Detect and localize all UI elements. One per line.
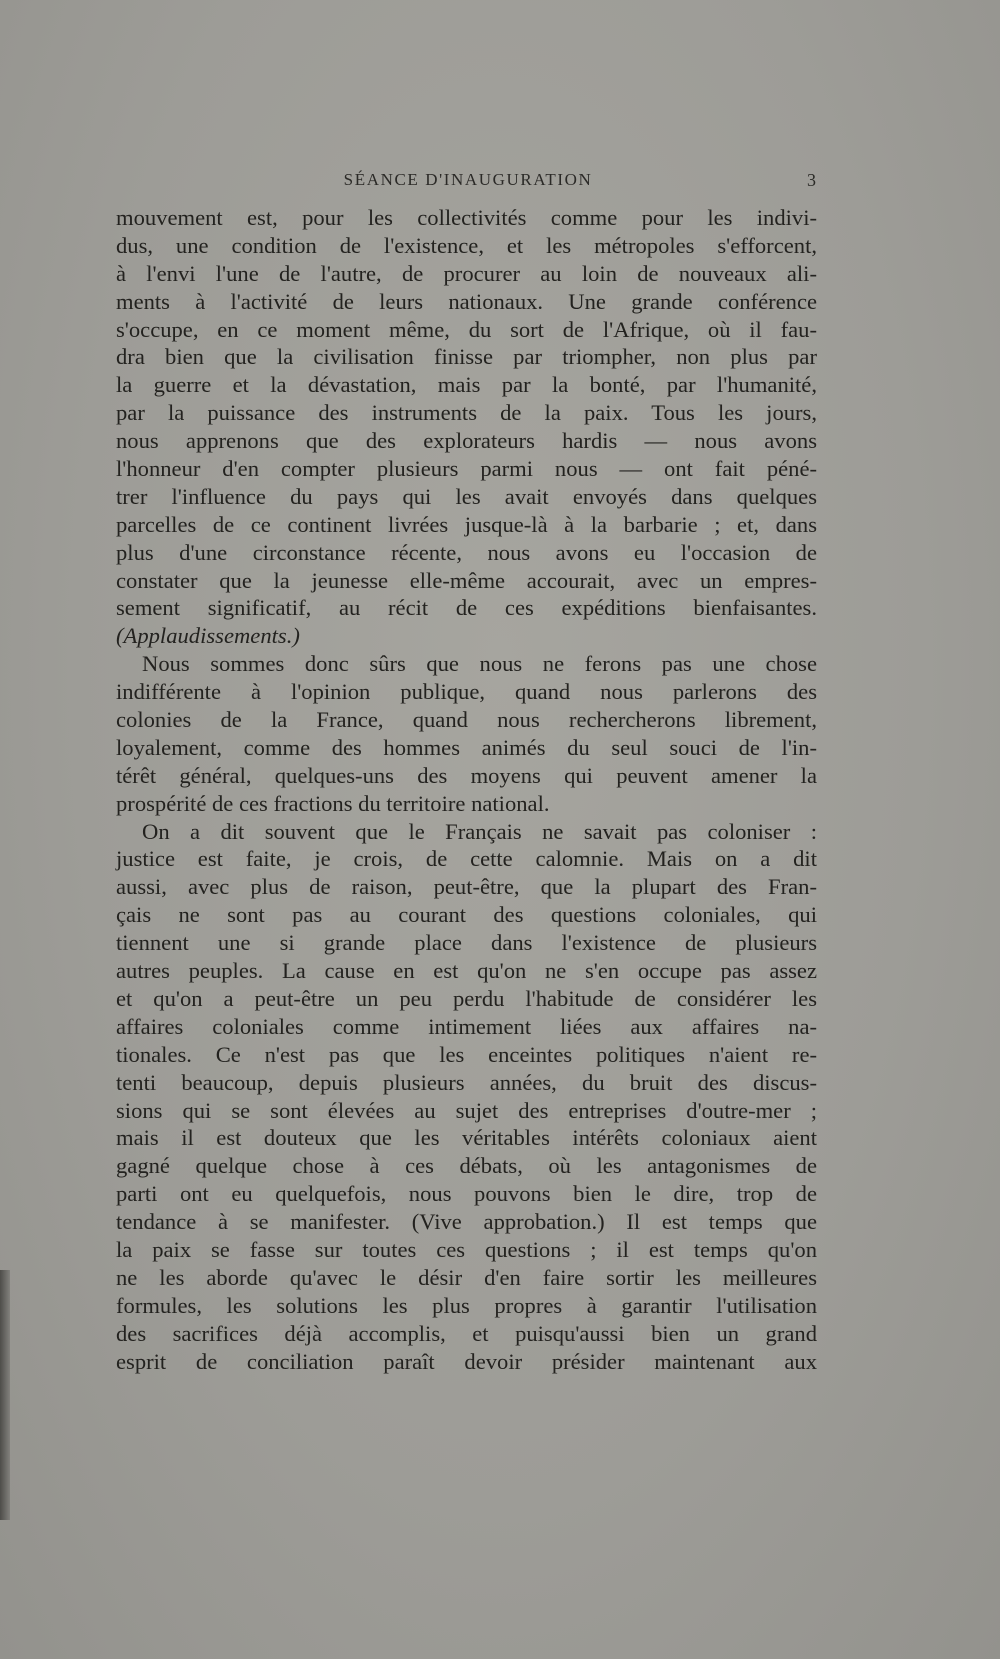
text-line: ments à l'activité de leurs nationaux. Une grande conférence xyxy=(116,288,817,314)
text-line: constater que la jeunesse elle-même accourait, avec un empres- xyxy=(116,567,817,593)
text-line: nous apprenons que des explorateurs hardis — nous avons xyxy=(116,428,817,454)
stage-direction-line: (Applaudissements.) xyxy=(116,623,300,649)
text-line: esprit de conciliation paraît devoir présider maintenant aux xyxy=(116,1348,817,1374)
text-line: l'honneur d'en compter plusieurs parmi nous — ont fait péné- xyxy=(116,456,817,482)
text-line: dus, une condition de l'existence, et les métropoles s'efforcent, xyxy=(116,232,817,258)
text-line: formules, les solutions les plus propres à garantir l'utilisation xyxy=(116,1292,817,1318)
text-line: trer l'influence du pays qui les avait envoyés dans quelques xyxy=(116,483,817,509)
text-line: colonies de la France, quand nous rechercherons librement, xyxy=(116,707,817,733)
text-line: mais il est douteux que les véritables intérêts coloniaux aient xyxy=(116,1125,817,1151)
text-line: sions qui se sont élevées au sujet des entreprises d'outre-mer ; xyxy=(116,1097,817,1123)
text-line: par la puissance des instruments de la paix. Tous les jours, xyxy=(116,400,817,426)
paragraph-last-line: prospérité de ces fractions du territoire national. xyxy=(116,790,550,816)
text-line: sement significatif, au récit de ces expéditions bienfaisantes. xyxy=(116,595,817,621)
text-line: parcelles de ce continent livrées jusque-là à la barbarie ; et, dans xyxy=(116,511,817,537)
text-line: çais ne sont pas au courant des questions coloniales, qui xyxy=(116,902,817,928)
page-header xyxy=(118,170,818,194)
text-line: autres peuples. La cause en est qu'on ne s'en occupe pas assez xyxy=(116,958,817,984)
text-line: ne les aborde qu'avec le désir d'en faire sortir les meilleures xyxy=(116,1264,817,1290)
text-line: dra bien que la civilisation finisse par triompher, non plus par xyxy=(116,344,817,370)
text-line: tiennent une si grande place dans l'existence de plusieurs xyxy=(116,930,817,956)
text-line: gagné quelque chose à ces débats, où les antagonismes de xyxy=(116,1153,817,1179)
text-line: mouvement est, pour les collectivités comme pour les indivi- xyxy=(116,205,817,230)
text-line: la guerre et la dévastation, mais par la bonté, par l'humanité, xyxy=(116,372,817,398)
text-line: et qu'on a peut-être un peu perdu l'habitude de considérer les xyxy=(116,985,817,1011)
paragraph-first-line: Nous sommes donc sûrs que nous ne ferons pas une chose xyxy=(142,651,817,677)
paragraph-first-line: On a dit souvent que le Français ne savait pas coloniser : xyxy=(142,818,817,844)
text-line: térêt général, quelques-uns des moyens qui peuvent amener la xyxy=(116,762,817,788)
text-line: à l'envi l'une de l'autre, de procurer au loin de nouveaux ali- xyxy=(116,260,817,286)
page-number: 3 xyxy=(807,170,816,190)
text-line: la paix se fasse sur toutes ces questions ; il est temps qu'on xyxy=(116,1236,817,1262)
text-line: des sacrifices déjà accomplis, et puisqu'aussi bien un grand xyxy=(116,1320,817,1346)
body-text xyxy=(116,204,817,1375)
text-line: loyalement, comme des hommes animés du seul souci de l'in- xyxy=(116,734,817,760)
running-title: SÉANCE D'INAUGURATION xyxy=(343,170,593,189)
text-line: affaires coloniales comme intimement liées aux affaires na- xyxy=(116,1013,817,1039)
text-line: justice est faite, je crois, de cette calomnie. Mais on a dit xyxy=(116,846,817,872)
text-line: tionales. Ce n'est pas que les enceintes politiques n'aient re- xyxy=(116,1041,817,1067)
text-line: s'occupe, en ce moment même, du sort de l'Afrique, où il fau- xyxy=(116,316,817,342)
text-line: tenti beaucoup, depuis plusieurs années, du bruit des discus- xyxy=(116,1069,817,1095)
text-line: aussi, avec plus de raison, peut-être, que la plupart des Fran- xyxy=(116,874,817,900)
text-line: indifférente à l'opinion publique, quand nous parlerons des xyxy=(116,679,817,705)
book-spine-shadow xyxy=(0,1270,10,1520)
text-line: plus d'une circonstance récente, nous avons eu l'occasion de xyxy=(116,539,817,565)
text-line: parti ont eu quelquefois, nous pouvons bien le dire, trop de xyxy=(116,1181,817,1207)
text-line: tendance à se manifester. (Vive approbation.) Il est temps que xyxy=(116,1209,817,1235)
